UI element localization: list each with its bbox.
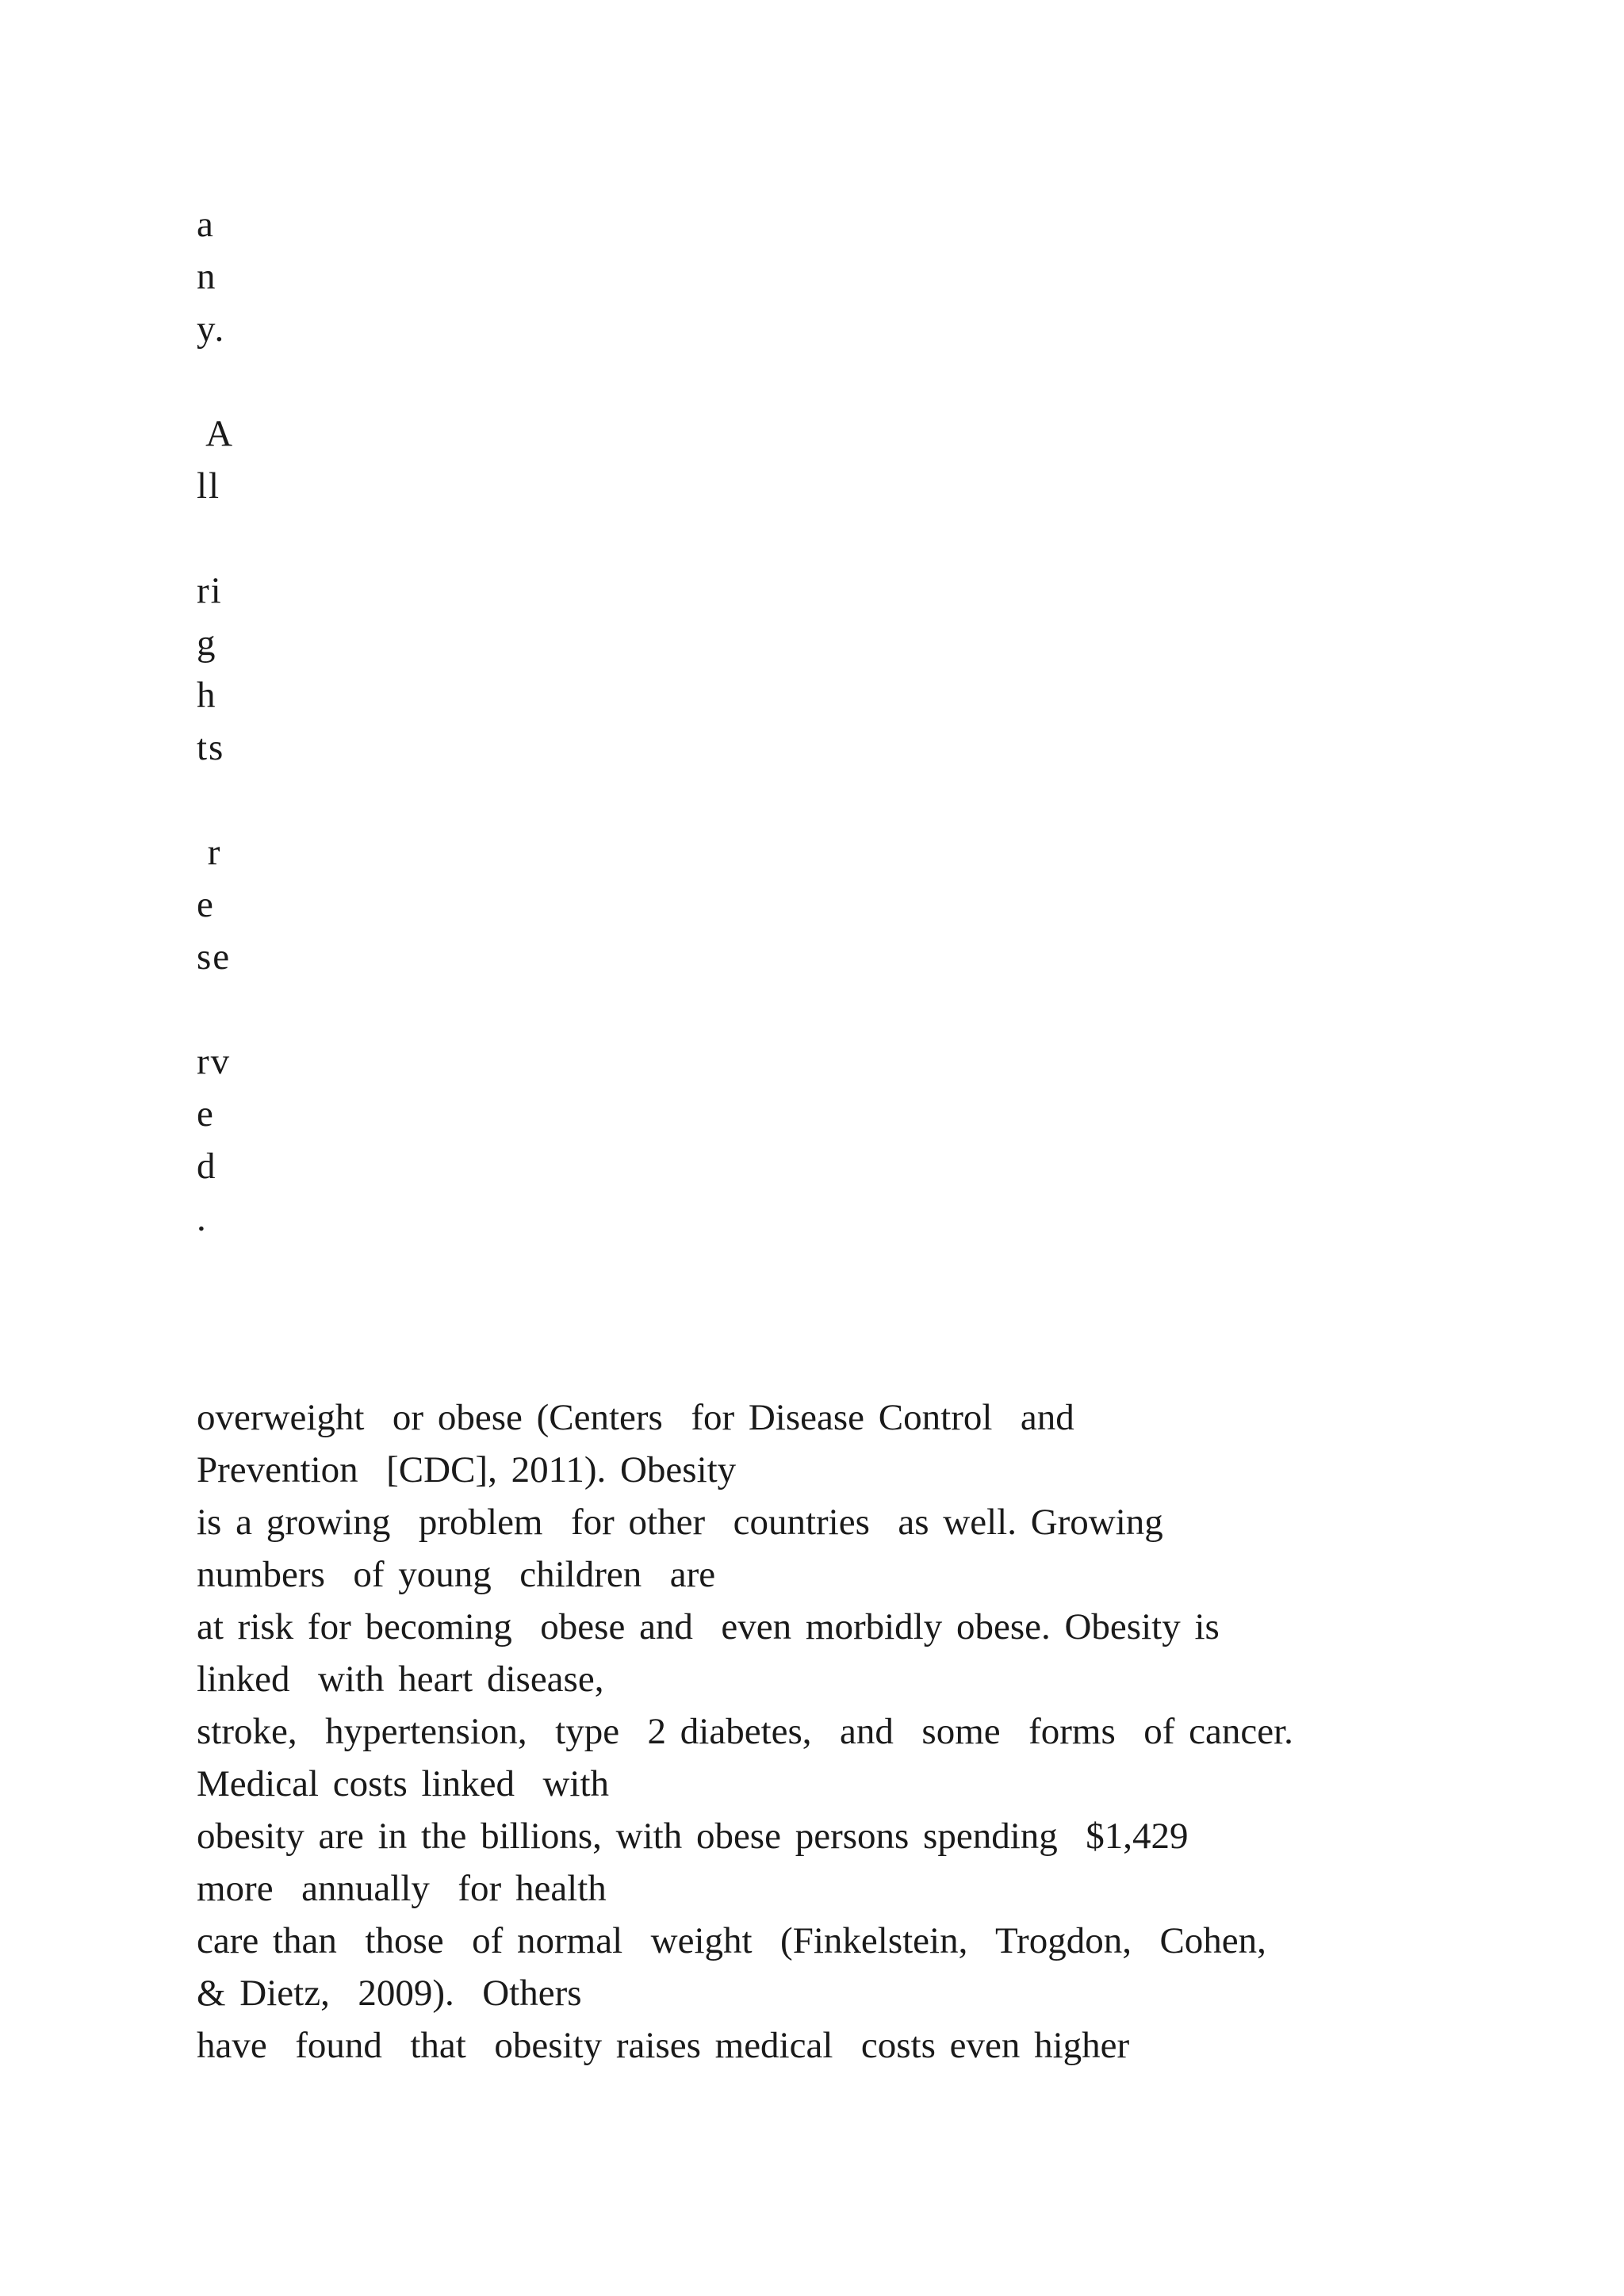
paragraph-line: more annually for health	[197, 1868, 607, 1909]
vertical-fragment: n	[197, 256, 217, 297]
vertical-fragment: d	[197, 1146, 217, 1187]
vertical-fragment: y.	[197, 308, 226, 350]
vertical-fragment: ri	[197, 570, 223, 611]
rights-reserved-vertical-text	[197, 198, 355, 1245]
vertical-gap	[197, 512, 355, 564]
vertical-gap	[197, 774, 355, 826]
paragraph-line: obesity are in the billions, with obese persons spending $1,429	[197, 1816, 1189, 1857]
vertical-fragment: e	[197, 884, 215, 925]
paragraph-line: & Dietz, 2009). Others	[197, 1973, 582, 2014]
paragraph-line: care than those of normal weight (Finkelstein, Trogdon, Cohen,	[197, 1920, 1266, 1961]
vertical-fragment: A	[197, 413, 235, 454]
paragraph-line: linked with heart disease,	[197, 1659, 604, 1700]
vertical-fragment: se	[197, 936, 232, 978]
vertical-fragment: rv	[197, 1041, 232, 1082]
vertical-fragment: h	[197, 675, 217, 716]
vertical-gap	[197, 983, 355, 1035]
vertical-fragment: g	[197, 622, 217, 664]
paragraph-line: overweight or obese (Centers for Disease Control and	[197, 1397, 1074, 1438]
vertical-fragment: .	[197, 1198, 208, 1239]
paragraph-line: is a growing problem for other countries as well. Growing	[197, 1502, 1163, 1543]
paragraph-line: at risk for becoming obese and even morbidly obese. Obesity is	[197, 1606, 1220, 1647]
body-paragraph	[197, 1391, 1497, 2072]
paragraph-line: Prevention [CDC], 2011). Obesity	[197, 1449, 737, 1490]
vertical-gap	[197, 355, 355, 408]
vertical-fragment: ll	[197, 465, 221, 507]
vertical-fragment: e	[197, 1093, 215, 1135]
paragraph-line: Medical costs linked with	[197, 1763, 610, 1804]
vertical-fragment: ts	[197, 727, 225, 768]
paragraph-line: have found that obesity raises medical costs even higher	[197, 2025, 1130, 2066]
vertical-fragment: r	[197, 832, 222, 873]
paragraph-line: stroke, hypertension, type 2 diabetes, and some forms of cancer.	[197, 1711, 1293, 1752]
vertical-fragment: a	[197, 204, 215, 245]
paragraph-line: numbers of young children are	[197, 1554, 716, 1595]
